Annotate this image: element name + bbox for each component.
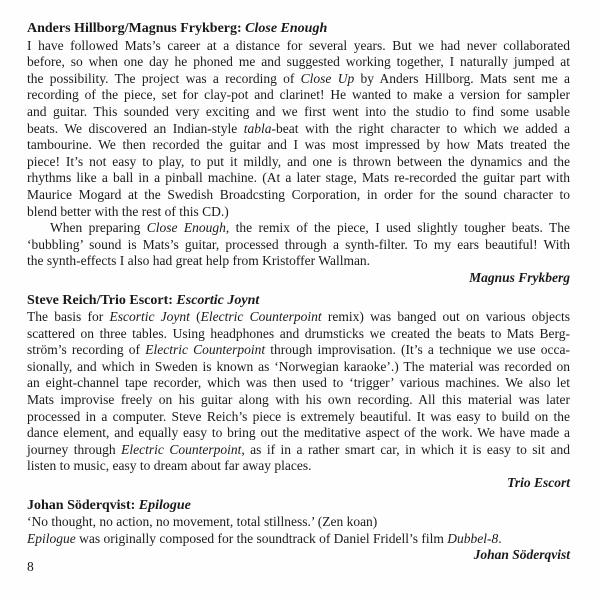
section-heading [27,498,570,515]
text-line [27,104,570,121]
text: by Anders Hillborg. Mats sent me a [354,70,571,86]
text: . [498,530,502,546]
text: the possibility. The project was a recording of [27,70,301,86]
text: beats. We discovered an Indian-style [27,120,244,136]
text: dance element, and equally easy to bring out the meditative aspect of the work. We have made a [27,425,570,441]
text-line [27,54,570,71]
text: remix) was banged out on various objects [321,309,570,325]
text: ‘bubbling’ sound is Mats’s guitar, processed through a synth-filter. To my ears beautiful! With [27,236,570,252]
text: Maurice Mogard at the Swedish Broadcsting Corporation, in order for the sound character to [27,186,570,202]
text-line [27,253,570,270]
text-line [27,170,570,187]
section-0 [27,21,570,287]
text-line [27,204,570,221]
paragraph [27,220,570,270]
text: scattered on three tables. Using headphones and drumsticks we created the beats to Mats Berg- [27,325,570,341]
signature: Trio Escort [507,475,570,491]
section-heading [27,293,570,310]
text: rhythms like a ball in a pinball machine. (At a later stage, Mats re-recorded the guitar part with [27,170,570,186]
text: piece! It’s not easy to play, to put it mildly, and one is thrown between the dynamics and the [27,153,570,169]
text-line [27,326,570,343]
signature: Magnus Frykberg [469,269,570,285]
text: blend better with the rest of this CD.) [27,203,229,219]
italic-text: Close Enough [245,21,328,36]
text-line [27,154,570,171]
page-number: 8 [27,559,34,574]
text: sionally, and which in Sweden is known as ‘Norwegian karaoke’.) The material was recorded on [27,358,570,374]
text: listen to music, easy to dream about far away places. [27,458,312,474]
text: before, so when one day he phoned me and suggested working together, I naturally jumped at [27,54,570,70]
text: -beat with the right character to which we added a [271,120,570,136]
signature: Johan Söderqvist [473,547,570,563]
text: was originally composed for the soundtrack of Daniel Fridell’s film [75,530,448,546]
text: I have followed Mats’s career at a distance for several years. But we had never collaborated [27,37,570,53]
text-line [27,187,570,204]
text: journey through [27,441,122,457]
text-line [27,392,570,409]
text-line [27,38,570,55]
text: ström’s recording of [27,342,146,358]
text: , the remix of the piece, I used slightly tougher beats. The [225,220,570,236]
text-line [27,342,570,359]
text-line [27,237,570,254]
text: Steve Reich/Trio Escort: [27,292,177,308]
text: the synth-effects I also had great help from Kristoffer Wallman. [27,253,371,269]
text-line [27,458,570,475]
text: an eight-channel tape recorder, which was then used to ‘trigger’ various machines. We also let [27,375,570,391]
text: recording of the piece, set for clay-pot and clarinet! He wanted to make a version for sampler [27,87,570,103]
section-1 [27,293,570,492]
italic-text: Electric Counterpoint [200,309,322,325]
paragraph [27,514,570,547]
paragraph [27,309,570,475]
text-line [27,442,570,459]
text-line [27,425,570,442]
italic-text: Electric Counterpoint [145,342,266,358]
text-line [27,375,570,392]
text: through improvisation. (It’s a technique we use occa- [265,342,571,358]
text-line [27,121,570,138]
italic-text: Electric Counterpoint [121,441,242,457]
text-line [27,71,570,88]
text: Mats improvise freely on his guitar along with his own recording. All this material was later [27,392,570,408]
italic-text: Close Up [300,70,355,86]
section-2 [27,498,570,564]
text: , as if in a rather smart car, in which it is easy to sit and [241,441,570,457]
text: Johan Söderqvist: [27,497,139,513]
text: Anders Hillborg/Magnus Frykberg: [27,21,246,36]
text: When preparing [50,220,147,236]
text-line [27,220,570,237]
text-line [27,531,570,548]
paragraph [27,38,570,221]
text: The basis for [27,309,110,325]
italic-text: Epilogue [27,530,76,546]
text: ‘No thought, no action, no movement, total stillness.’ (Zen koan) [27,514,378,530]
text: and guitar. This sounded very exciting and we first went into the studio to find some usable [27,103,570,119]
text-line [27,514,570,531]
text-line [27,309,570,326]
section-heading [27,21,570,38]
italic-text: Dubbel-8 [447,530,499,546]
text: ( [189,309,201,325]
text-line [27,137,570,154]
italic-text: Escortic Joynt [109,309,190,325]
text-line [27,87,570,104]
text-content [27,21,570,564]
italic-text: Close Enough [146,220,226,236]
text-line [27,409,570,426]
italic-text: Escortic Joynt [176,292,260,308]
text: processed in a computer. Steve Reich’s piece is extremely beautiful. It was easy to build on the [27,408,570,424]
text-line [27,359,570,376]
text: tambourine. We then recorded the guitar and I was most impressed by how Mats treated the [27,137,570,153]
italic-text: tabla [243,120,272,136]
italic-text: Epilogue [138,497,191,513]
